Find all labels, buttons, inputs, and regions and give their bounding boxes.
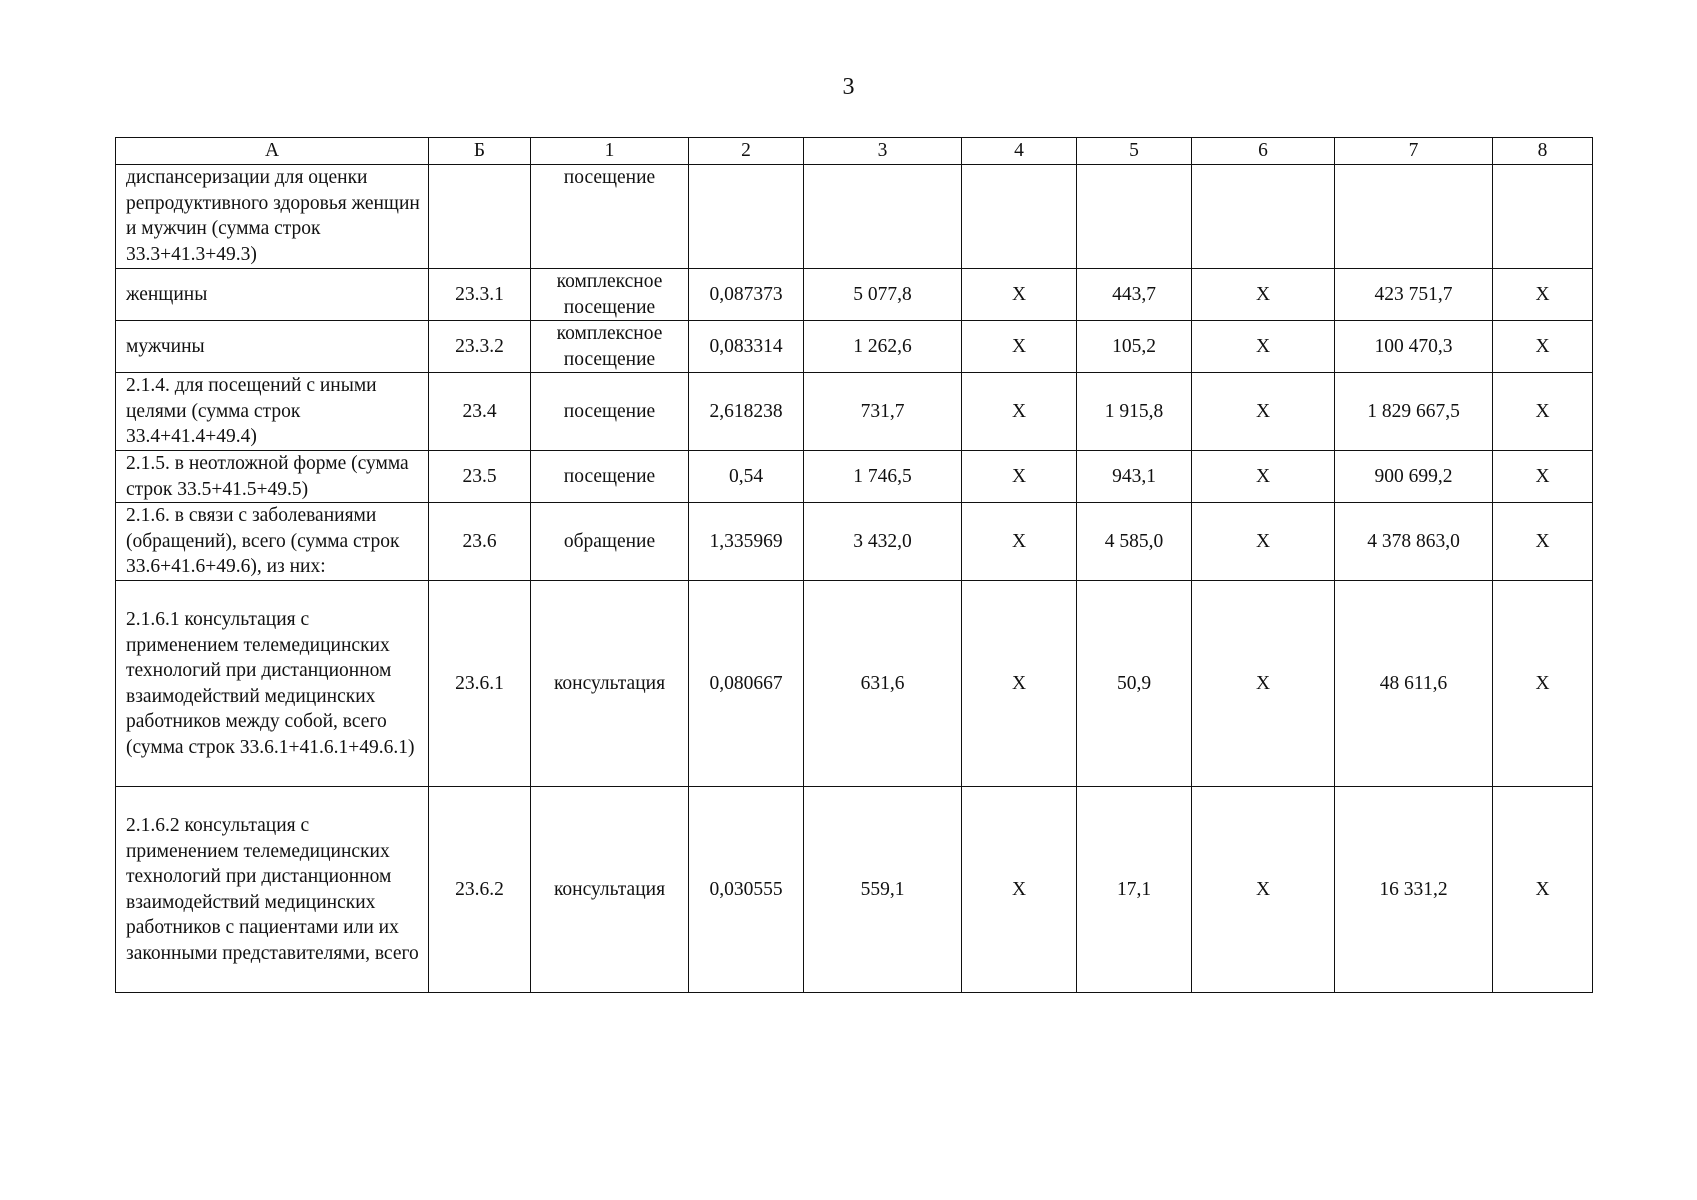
value-cell: 559,1 — [804, 787, 962, 993]
row-name-cell: 2.1.4. для посещений с иными целями (сумма строк 33.4+41.4+49.4) — [116, 373, 429, 451]
value-cell — [1192, 165, 1335, 269]
unit-cell: посещение — [531, 373, 689, 451]
value-cell: 1 829 667,5 — [1335, 373, 1493, 451]
value-cell: Х — [1192, 451, 1335, 503]
header-cell-2: 2 — [689, 138, 804, 165]
value-cell: Х — [962, 451, 1077, 503]
row-name-cell: 2.1.6.2 консультация с применением телемедицинских технологий при дистанционном взаимодействий медицинских работников с пациентами или их законными представителями, всего — [116, 787, 429, 993]
header-cell-a: А — [116, 138, 429, 165]
value-cell — [1335, 165, 1493, 269]
value-cell — [1493, 165, 1593, 269]
value-cell: 423 751,7 — [1335, 269, 1493, 321]
value-cell: 50,9 — [1077, 581, 1192, 787]
row-name-cell: 2.1.6. в связи с заболеваниями (обращений), всего (сумма строк 33.6+41.6+49.6), из них: — [116, 503, 429, 581]
header-cell-6: 6 — [1192, 138, 1335, 165]
value-cell: 3 432,0 — [804, 503, 962, 581]
value-cell: Х — [962, 503, 1077, 581]
value-cell: Х — [962, 787, 1077, 993]
unit-cell: комплексное посещение — [531, 269, 689, 321]
row-code-cell — [429, 165, 531, 269]
value-cell: Х — [1192, 503, 1335, 581]
value-cell: 1 746,5 — [804, 451, 962, 503]
row-code-cell: 23.4 — [429, 373, 531, 451]
value-cell: Х — [962, 581, 1077, 787]
value-cell: Х — [1493, 581, 1593, 787]
value-cell: 16 331,2 — [1335, 787, 1493, 993]
row-code-cell: 23.3.2 — [429, 321, 531, 373]
row-code-cell: 23.6.1 — [429, 581, 531, 787]
table-row — [116, 787, 1593, 993]
header-cell-1: 1 — [531, 138, 689, 165]
value-cell: Х — [962, 373, 1077, 451]
value-cell: 17,1 — [1077, 787, 1192, 993]
value-cell: Х — [1192, 269, 1335, 321]
value-cell: 0,54 — [689, 451, 804, 503]
value-cell: 0,030555 — [689, 787, 804, 993]
value-cell: Х — [1493, 451, 1593, 503]
value-cell — [689, 165, 804, 269]
table-row — [116, 581, 1593, 787]
unit-cell: посещение — [531, 451, 689, 503]
value-cell: 100 470,3 — [1335, 321, 1493, 373]
value-cell: Х — [1192, 581, 1335, 787]
unit-cell: обращение — [531, 503, 689, 581]
value-cell: 48 611,6 — [1335, 581, 1493, 787]
value-cell: Х — [1192, 787, 1335, 993]
row-name-cell: диспансеризации для оценки репродуктивного здоровья женщин и мужчин (сумма строк 33.3+41.3+49.3) — [116, 165, 429, 269]
header-cell-b: Б — [429, 138, 531, 165]
row-code-cell: 23.3.1 — [429, 269, 531, 321]
data-table — [115, 137, 1593, 993]
value-cell — [804, 165, 962, 269]
table-row — [116, 269, 1593, 321]
table-row — [116, 373, 1593, 451]
header-cell-4: 4 — [962, 138, 1077, 165]
value-cell: 1 915,8 — [1077, 373, 1192, 451]
unit-cell: консультация — [531, 787, 689, 993]
unit-cell: консультация — [531, 581, 689, 787]
value-cell: 0,087373 — [689, 269, 804, 321]
header-row — [116, 138, 1593, 165]
value-cell: Х — [962, 269, 1077, 321]
value-cell — [962, 165, 1077, 269]
row-name-cell: 2.1.5. в неотложной форме (сумма строк 33.5+41.5+49.5) — [116, 451, 429, 503]
value-cell: 943,1 — [1077, 451, 1192, 503]
header-cell-3: 3 — [804, 138, 962, 165]
row-code-cell: 23.5 — [429, 451, 531, 503]
value-cell: 0,080667 — [689, 581, 804, 787]
value-cell: 731,7 — [804, 373, 962, 451]
table-row — [116, 503, 1593, 581]
unit-cell: посещение — [531, 165, 689, 269]
value-cell: Х — [1192, 373, 1335, 451]
value-cell: 4 378 863,0 — [1335, 503, 1493, 581]
table-row — [116, 451, 1593, 503]
row-code-cell: 23.6.2 — [429, 787, 531, 993]
value-cell: 631,6 — [804, 581, 962, 787]
row-name-cell: мужчины — [116, 321, 429, 373]
value-cell: 5 077,8 — [804, 269, 962, 321]
value-cell: 0,083314 — [689, 321, 804, 373]
row-name-cell: 2.1.6.1 консультация с применением телемедицинских технологий при дистанционном взаимодействий медицинских работников между собой, всего (сумма строк 33.6.1+41.6.1+49.6.1) — [116, 581, 429, 787]
unit-cell: комплексное посещение — [531, 321, 689, 373]
value-cell: Х — [1493, 321, 1593, 373]
value-cell: 443,7 — [1077, 269, 1192, 321]
value-cell: Х — [1493, 503, 1593, 581]
row-name-cell: женщины — [116, 269, 429, 321]
table-row — [116, 165, 1593, 269]
value-cell: Х — [1493, 373, 1593, 451]
page-number: 3 — [842, 74, 855, 100]
value-cell: 1 262,6 — [804, 321, 962, 373]
value-cell: 4 585,0 — [1077, 503, 1192, 581]
value-cell: 900 699,2 — [1335, 451, 1493, 503]
value-cell — [1077, 165, 1192, 269]
header-cell-5: 5 — [1077, 138, 1192, 165]
value-cell: 1,335969 — [689, 503, 804, 581]
value-cell: 2,618238 — [689, 373, 804, 451]
value-cell: Х — [1192, 321, 1335, 373]
table-row — [116, 321, 1593, 373]
value-cell: Х — [962, 321, 1077, 373]
value-cell: Х — [1493, 269, 1593, 321]
row-code-cell: 23.6 — [429, 503, 531, 581]
header-cell-7: 7 — [1335, 138, 1493, 165]
header-cell-8: 8 — [1493, 138, 1593, 165]
value-cell: 105,2 — [1077, 321, 1192, 373]
value-cell: Х — [1493, 787, 1593, 993]
